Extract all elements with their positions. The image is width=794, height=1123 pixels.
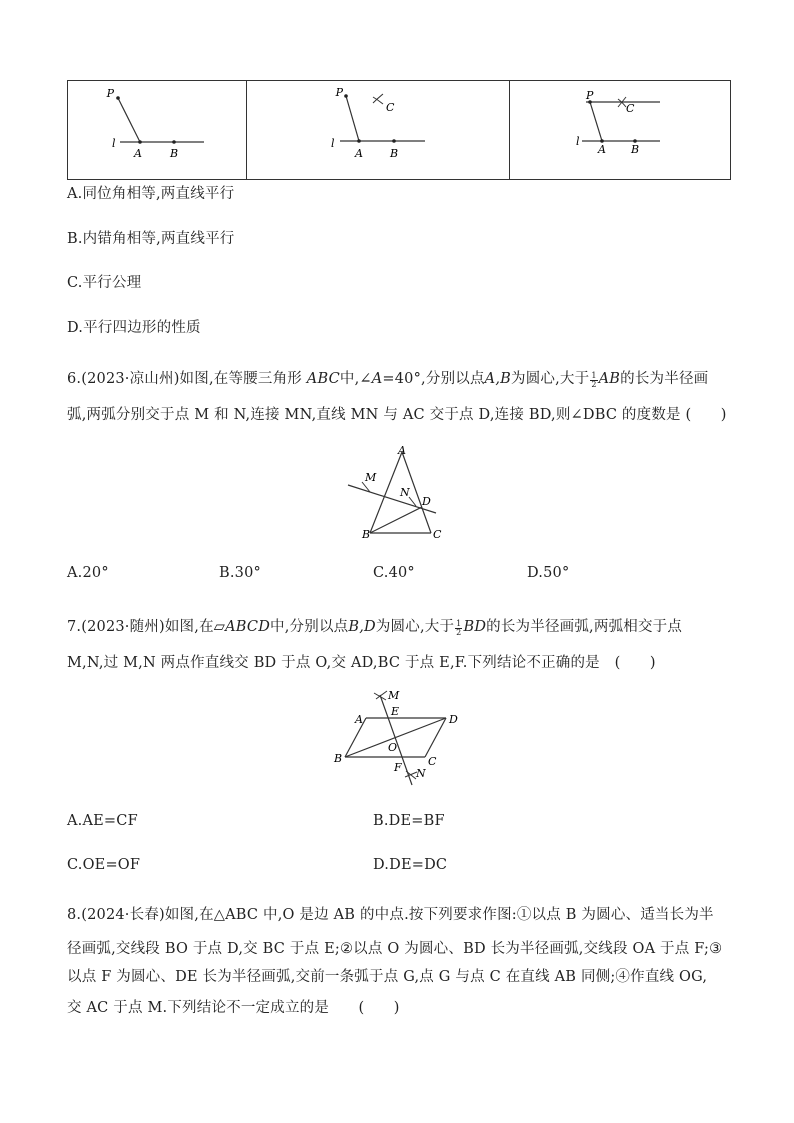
q6-figure bbox=[340, 440, 450, 545]
q5-option-b: B.内错角相等,两直线平行 bbox=[67, 231, 235, 247]
q6-stem-line2: 弧,两弧分别交于点 M 和 N,连接 MN,直线 MN 与 AC 交于点 D,连接 BD,则∠DBC 的度数是 ( ) bbox=[67, 407, 727, 423]
step-cell-1 bbox=[68, 81, 247, 180]
label-B: B bbox=[631, 143, 640, 156]
label-D: D bbox=[449, 713, 458, 726]
label-M: M bbox=[365, 471, 377, 484]
q5-option-c: C.平行公理 bbox=[67, 275, 142, 291]
q8-stem-line3: 以点 F 为圆心、DE 长为半径画弧,交前一条弧于点 G,点 G 与点 C 在直线 AB 同侧;④作直线 OG, bbox=[67, 969, 708, 985]
label-N: N bbox=[416, 767, 426, 780]
label-C: C bbox=[433, 528, 442, 541]
q7-stem-line2: M,N,过 M,N 两点作直线交 BD 于点 O,交 AD,BC 于点 E,F.下列结论不正确的是 ( ) bbox=[67, 655, 656, 671]
label-P: P bbox=[106, 87, 114, 100]
q8-stem-line2: 径画弧,交线段 BO 于点 D,交 BC 于点 E;②以点 O 为圆心、BD 长为半径画弧,交线段 OA 于点 F;③ bbox=[67, 941, 723, 957]
label-A: A bbox=[598, 143, 606, 156]
label-A: A bbox=[355, 713, 363, 726]
label-P: P bbox=[586, 89, 594, 102]
q6-stem-line1: 6.(2023·凉山州)如图,在等腰三角形 ABC中,∠A=40°,分别以点A,B为圆心,大于 $\frac{1}{2}$ AB的长为半径画 bbox=[67, 371, 709, 389]
label-A: A bbox=[398, 444, 406, 457]
step-cell-2 bbox=[247, 81, 510, 180]
label-A: A bbox=[134, 147, 142, 160]
label-l: l bbox=[112, 137, 116, 150]
label-A: A bbox=[355, 147, 363, 160]
q6-option-d: D.50° bbox=[527, 565, 570, 581]
q7-figure bbox=[330, 685, 465, 790]
q6-option-b: B.30° bbox=[219, 565, 261, 581]
label-O: O bbox=[388, 741, 398, 754]
label-C: C bbox=[386, 101, 395, 114]
label-D: D bbox=[422, 495, 431, 508]
step-cell-3 bbox=[510, 81, 731, 180]
q7-stem-line1: 7.(2023·随州)如图,在▱ABCD中,分别以点B,D为圆心,大于 $\frac{1}{2}$ BD的长为半径画弧,两弧相交于点 bbox=[67, 619, 683, 637]
label-N: N bbox=[400, 486, 410, 499]
label-P: P bbox=[335, 86, 343, 99]
label-F: F bbox=[394, 761, 402, 774]
q7-option-a: A.AE=CF bbox=[67, 813, 138, 829]
label-B: B bbox=[334, 752, 343, 765]
q7-option-c: C.OE=OF bbox=[67, 857, 141, 873]
label-E: E bbox=[391, 705, 400, 718]
label-C: C bbox=[626, 102, 635, 115]
q8-stem-line1: 8.(2024·长春)如图,在△ABC 中,O 是边 AB 的中点.按下列要求作图:①以点 B 为圆心、适当长为半 bbox=[67, 907, 714, 923]
label-C: C bbox=[428, 755, 437, 768]
step3-figure bbox=[510, 81, 730, 175]
q6-option-c: C.40° bbox=[373, 565, 415, 581]
q7-option-b: B.DE=BF bbox=[373, 813, 445, 829]
label-l: l bbox=[576, 135, 580, 148]
construction-steps-table bbox=[67, 80, 731, 180]
label-l: l bbox=[331, 137, 335, 150]
step1-figure bbox=[68, 81, 246, 175]
q7-option-d: D.DE=DC bbox=[373, 857, 448, 873]
label-B: B bbox=[170, 147, 179, 160]
q8-stem-line4: 交 AC 于点 M.下列结论不一定成立的是 ( ) bbox=[67, 1000, 400, 1016]
q5-option-d: D.平行四边形的性质 bbox=[67, 320, 201, 336]
label-M: M bbox=[388, 689, 400, 702]
step2-figure bbox=[247, 81, 509, 175]
label-B: B bbox=[362, 528, 371, 541]
q6-option-a: A.20° bbox=[67, 565, 109, 581]
label-B: B bbox=[390, 147, 399, 160]
q5-option-a: A.同位角相等,两直线平行 bbox=[67, 186, 235, 202]
